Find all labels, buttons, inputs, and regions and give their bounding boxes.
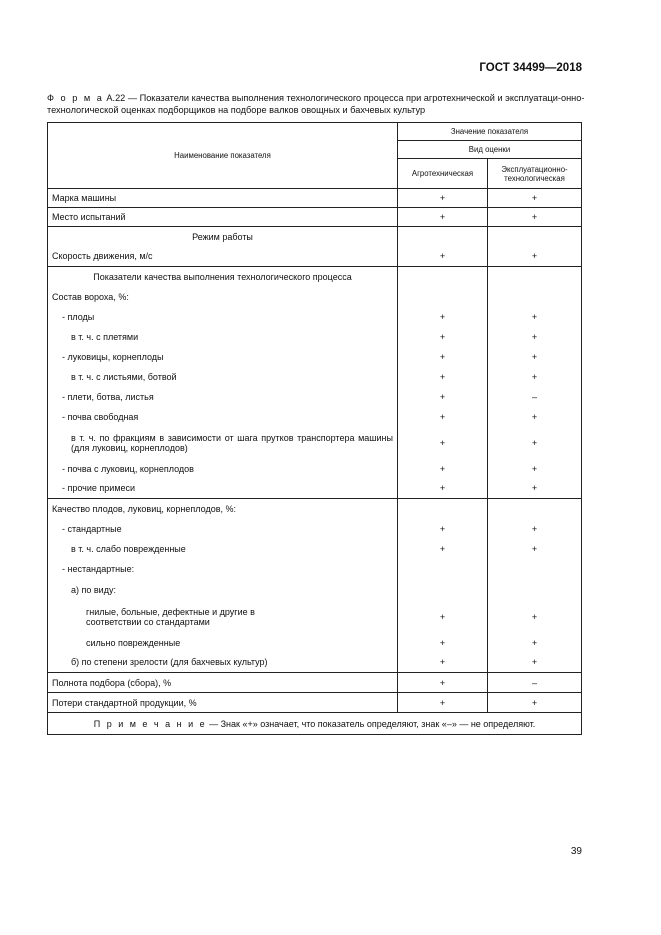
table-row [48,307,582,327]
row-expl-value: + [488,479,582,499]
table-row [48,387,582,407]
row-name: Скорость движения, м/с [48,247,398,267]
row-agro-value [398,287,488,307]
row-expl-value: + [488,367,582,387]
row-expl-value: + [488,693,582,713]
row-agro-value: + [398,189,488,208]
row-agro-value [398,499,488,519]
row-expl-value [488,267,582,287]
note-word: П р и м е ч а н и е [93,718,207,729]
table-row [48,247,582,267]
table-row [48,267,582,287]
row-expl-value: – [488,387,582,407]
table-row [48,407,582,427]
row-name: в т. ч. с листьями, ботвой [48,367,398,387]
row-expl-value: + [488,539,582,559]
row-name: - плети, ботва, листья [48,387,398,407]
table-row [48,539,582,559]
document-code: ГОСТ 34499—2018 [479,62,582,74]
row-agro-value: + [398,427,488,459]
note-text: — Знак «+» означает, что показатель определяют, знак «–» — не определяют. [206,718,536,729]
row-expl-value: + [488,427,582,459]
row-agro-value: + [398,653,488,673]
page-number: 39 [570,846,582,857]
table-note [48,713,582,735]
row-name: гнилые, больные, дефектные и другие в соответствии со стандартами [48,601,398,633]
row-name: б) по степени зрелости (для бахчевых культур) [48,653,398,673]
row-name: Качество плодов, луковиц, корнеплодов, %: [48,499,398,519]
row-name: в т. ч. по фракциям в зависимости от шага прутков транспортера машины (для луковиц, корнеплодов) [48,427,398,459]
table-row [48,499,582,519]
table-row [48,347,582,367]
table-row [48,633,582,653]
header-evaluation-kind: Вид оценки [398,141,582,159]
table-row [48,601,582,633]
table-row [48,579,582,601]
caption-form-word: Ф о р м а [47,93,104,103]
table-row [48,287,582,307]
row-expl-value: + [488,459,582,479]
row-agro-value: + [398,601,488,633]
row-agro-value: + [398,407,488,427]
row-expl-value [488,579,582,601]
row-name: Показатели качества выполнения технологического процесса [48,267,398,287]
row-agro-value [398,267,488,287]
row-name: а) по виду: [48,579,398,601]
table-note-row [48,713,582,735]
row-agro-value: + [398,327,488,347]
table-row [48,367,582,387]
row-agro-value: + [398,539,488,559]
header-indicator-value: Значение показателя [398,123,582,141]
table-row [48,559,582,579]
row-expl-value: + [488,407,582,427]
row-agro-value: + [398,519,488,539]
row-expl-value: + [488,208,582,227]
row-name: Место испытаний [48,208,398,227]
table-row [48,479,582,499]
row-agro-value: + [398,367,488,387]
row-agro-value: + [398,208,488,227]
row-agro-value: + [398,459,488,479]
table-row [48,189,582,208]
row-name: - почва свободная [48,407,398,427]
row-expl-value: + [488,307,582,327]
row-expl-value [488,499,582,519]
row-agro-value [398,579,488,601]
table-row [48,227,582,247]
table-row [48,427,582,459]
table-row [48,208,582,227]
row-expl-value [488,227,582,247]
row-expl-value: + [488,601,582,633]
row-name: в т. ч. с плетями [48,327,398,347]
row-name: Марка машины [48,189,398,208]
header-indicator-name: Наименование показателя [48,123,398,189]
row-expl-value: + [488,633,582,653]
row-name: - почва с луковиц, корнеплодов [48,459,398,479]
row-expl-value [488,287,582,307]
row-name: сильно поврежденные [48,633,398,653]
row-expl-value: + [488,347,582,367]
row-expl-value: + [488,653,582,673]
table-row [48,653,582,673]
row-agro-value: + [398,633,488,653]
quality-indicators-table [47,122,582,735]
row-agro-value [398,559,488,579]
row-expl-value: + [488,189,582,208]
row-agro-value [398,227,488,247]
row-name: - стандартные [48,519,398,539]
row-name: Состав вороха, %: [48,287,398,307]
row-expl-value: + [488,327,582,347]
table-row [48,327,582,347]
row-agro-value: + [398,347,488,367]
row-agro-value: + [398,307,488,327]
table-row [48,519,582,539]
row-agro-value: + [398,247,488,267]
table-caption [47,92,587,116]
row-name: - прочие примеси [48,479,398,499]
row-name: Режим работы [48,227,398,247]
row-name: Полнота подбора (сбора), % [48,673,398,693]
row-expl-value: + [488,247,582,267]
row-name: - луковицы, корнеплоды [48,347,398,367]
table-row [48,673,582,693]
row-agro-value: + [398,479,488,499]
table-row [48,693,582,713]
row-agro-value: + [398,693,488,713]
table-row [48,459,582,479]
row-agro-value: + [398,387,488,407]
row-name: - нестандартные: [48,559,398,579]
header-operational: Эксплуатационно-технологическая [488,159,582,189]
row-expl-value [488,559,582,579]
row-name: Потери стандартной продукции, % [48,693,398,713]
row-expl-value: – [488,673,582,693]
header-agrotechnical: Агротехническая [398,159,488,189]
row-expl-value: + [488,519,582,539]
row-name: в т. ч. слабо поврежденные [48,539,398,559]
row-agro-value: + [398,673,488,693]
row-name: - плоды [48,307,398,327]
caption-text: А.22 — Показатели качества выполнения технологического процесса при агротехнической и эксплуатаци-онно-технологической оценках подборщиков на подборе валков овощных и бахчевых культур [47,93,585,115]
